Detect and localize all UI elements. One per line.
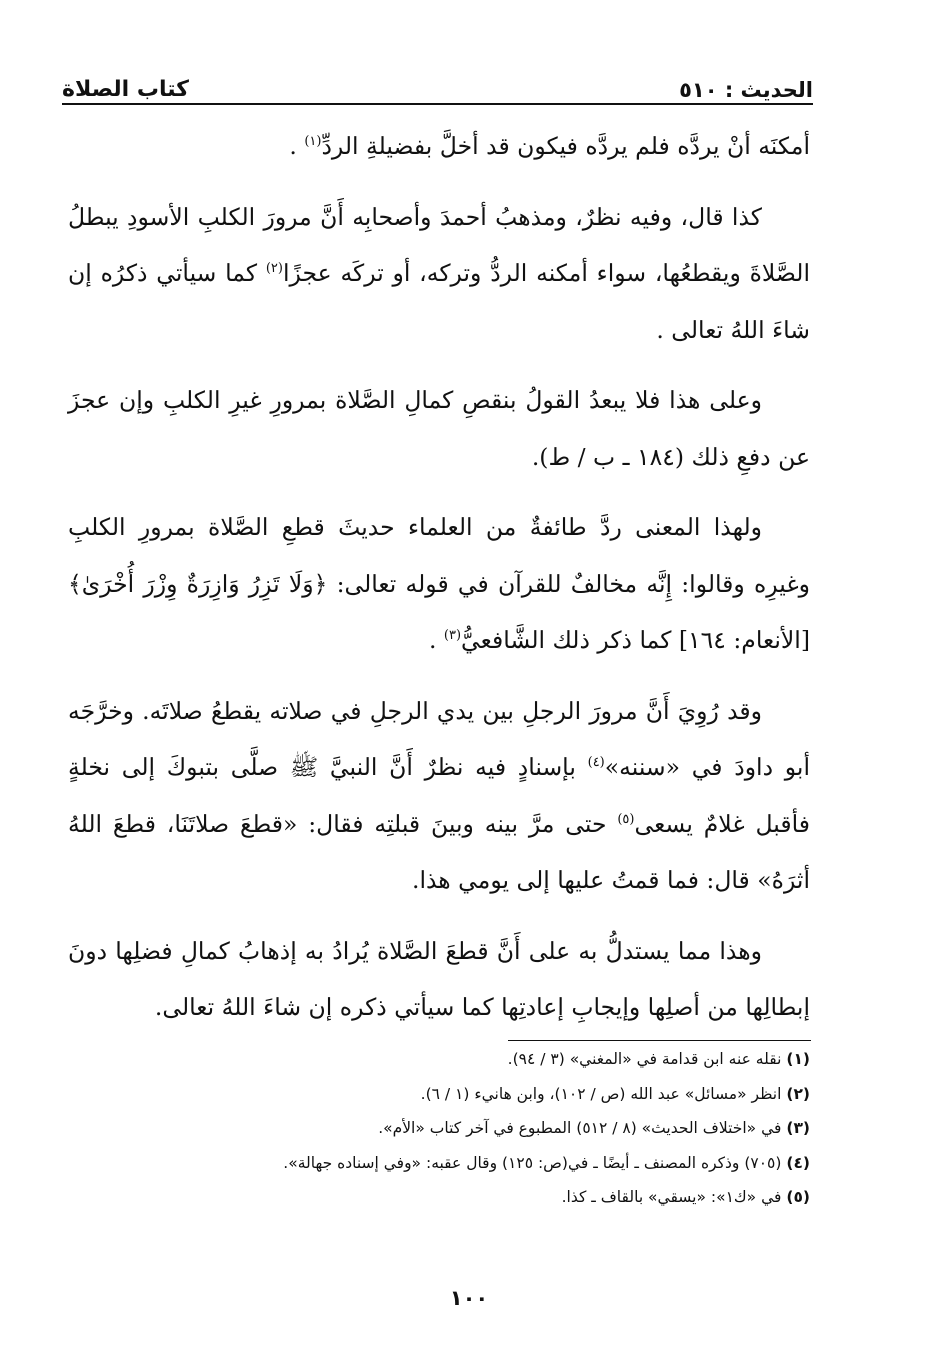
footnote-number: (٤): [786, 1153, 810, 1172]
footnote-5: [90, 1180, 810, 1215]
footnote-ref-3: (٣): [443, 628, 462, 644]
header-hadith-number: الحديث : ٥١٠: [679, 78, 813, 102]
running-header: [62, 66, 813, 102]
header-book-title: كتاب الصلاة: [62, 77, 189, 102]
footnote-4: [90, 1146, 810, 1181]
footnote-separator: [508, 1040, 811, 1041]
footnote-text: (٧٠٥) وذكره المصنف ـ أيضًا ـ في(ص: ١٢٥) وقال عقبه: «وفي إسناده جهالة».: [283, 1153, 787, 1172]
main-text: [68, 118, 810, 1050]
paragraph-5-text-c: حتى مرَّ بينه وبينَ قبلتِه فقال: «قطعَ صلاتَنَا، قطعَ اللهُ أثرَهُ» قال: فما قمتُ عليها إلى يومي هذا.: [68, 809, 810, 894]
footnote-text: في «اختلاف الحديث» (٨ / ٥١٢) المطبوع في آخر كتاب «الأم».: [378, 1119, 787, 1137]
paragraph-2-text-b: كما سيأتي ذكرُه إن شاءَ اللهُ تعالى .: [68, 259, 810, 344]
footnote-2: [90, 1077, 810, 1112]
footnote-number: (٢): [786, 1084, 810, 1103]
footnote-text: انظر «مسائل» عبد الله (ص / ١٠٢)، وابن هانيء (١ / ٦).: [420, 1084, 787, 1103]
paragraph-4-text-b: .: [428, 626, 444, 654]
paragraph-2-text-a: كذا قال، وفيه نظرٌ، ومذهبُ أحمدَ وأصحابِه أَنَّ مرورَ الكلبِ الأسودِ يبطلُ الصَّلاةَ ويقطعُها، سواء أمكنه الردُّ وتركه، أو تركَه عجزًا: [68, 202, 810, 287]
paragraph-2: [68, 189, 810, 359]
paragraph-1-text: أمكنَه أنْ يردَّه فلم يردَّه فيكون قد أخلَّ بفضيلةِ الردِّ: [321, 132, 810, 160]
paragraph-5: [68, 683, 810, 909]
paragraph-3: وعلى هذا فلا يبعدُ القولُ بنقصِ كمالِ الصَّلاة بمرورِ غيرِ الكلبِ وإن عجزَ عن دفعِ ذلك (١٨٤ ـ ب / ط).: [68, 386, 810, 471]
footnote-3: [90, 1111, 810, 1146]
footnotes: [90, 1042, 810, 1215]
footnote-number: (١): [786, 1050, 810, 1068]
paragraph-1: [68, 118, 810, 175]
page-number: ١٠٠: [449, 1286, 489, 1310]
paragraph-5-text-b: بإسنادٍ فيه نظرٌ أَنَّ النبيَّ ﷺ صلَّى بتبوكَ إلى نخلةٍ فأقبل غلامٌ يسعى: [68, 753, 810, 838]
paragraph-4-text-a: ولهذا المعنى ردَّ طائفةٌ من العلماء حديثَ قطعِ الصَّلاة بمرورِ الكلبِ وغيرِه وقالوا: إِنَّه مخالفٌ للقرآن في قوله تعالى: ﴿وَلَا تَزِرُ وَازِرَةٌ وِزْرَ أُخْرَىٰ﴾ [الأنعام: ١٦٤] كما ذكر ذلك الشَّافعيُّ: [68, 513, 810, 654]
footnote-ref-4: (٤): [587, 755, 605, 771]
footnote-text: في «ك١»: «يسقي» بالقاف ـ كذا.: [561, 1188, 787, 1206]
footnote-1: [90, 1042, 810, 1077]
footnote-ref-2: (٢): [265, 261, 283, 277]
paragraph-5-text-a: وقد رُوِيَ أَنَّ مرورَ الرجلِ بين يدي الرجلِ في صلاته يقطعُ صلاتَه. وخرَّجَه أبو داودَ في «سننه»: [68, 696, 810, 781]
footnote-ref-5: (٥): [617, 811, 635, 827]
paragraph-1-end: .: [289, 132, 305, 160]
footnote-ref-1: (١): [304, 134, 322, 150]
paragraph-6: وهذا مما يستدلُّ به على أَنَّ قطعَ الصَّلاة يُرادُ به إذهابُ كمالِ فضلِها دونَ إبطالِها من أصلِها وإيجابِ إعادتِها كما سيأتي ذكره إن شاءَ اللهُ تعالى.: [68, 936, 810, 1021]
footnote-number: (٣): [786, 1119, 810, 1137]
header-rule: [62, 103, 813, 105]
footnote-number: (٥): [786, 1188, 810, 1206]
footnote-text: نقله عنه ابن قدامة في «المغني» (٣ / ٩٤).: [507, 1050, 787, 1068]
paragraph-4: [68, 499, 810, 669]
